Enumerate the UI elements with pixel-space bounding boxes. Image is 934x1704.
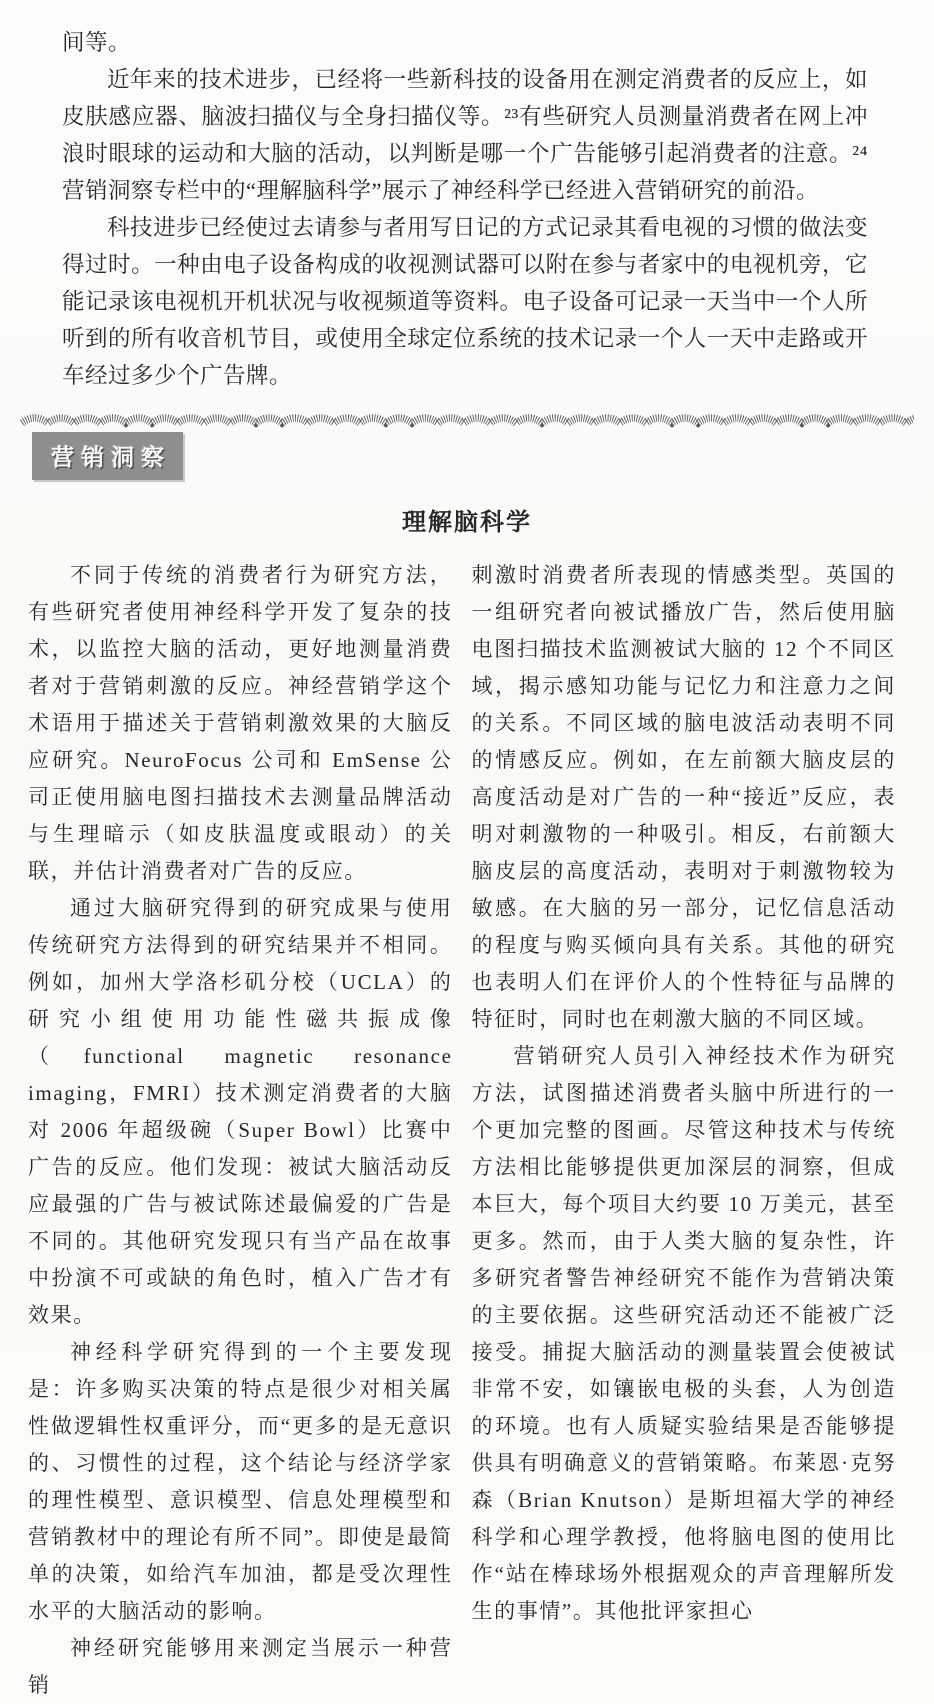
wave-path <box>22 418 914 423</box>
insight-paragraph: 刺激时消费者所表现的情感类型。英国的一组研究者向被试播放广告，然后使用脑电图扫描技术监测被试大脑的 12 个不同区域，揭示感知功能与记忆力和注意力之间的关系。不同区域的脑电波活动表明不同的情感反应。例如，在左前额大脑皮层的高度活动是对广告的一种“接近”反应，表明对刺激物的一种吸引。相反，右前额大脑皮层的高度活动，表明对于刺激物较为敏感。在大脑的另一部分，记忆信息活动的程度与购买倾向具有关系。其他的研究也表明人们在评价人的个性特征与品牌的特征时，同时也在刺激大脑的不同区域。 <box>471 563 896 1031</box>
intro-section <box>0 0 934 394</box>
left-column <box>28 557 453 1704</box>
right-column <box>472 557 897 1704</box>
insight-paragraph: 神经研究能够用来测定当展示一种营销 <box>28 1636 453 1697</box>
insight-paragraph: 通过大脑研究得到的研究成果与使用传统研究方法得到的研究结果并不相同。例如，加州大学洛杉矶分校（UCLA）的研究小组使用功能性磁共振成像（functional magnetic resonance imaging，FMRI）技术测定消费者的大脑对 2006 年超级碗（Super Bowl）比赛中广告的反应。他们发现：被试大脑活动反应最强的广告与被试陈述最偏爱的广告是不同的。其他研究发现只有当产品在故事中扮演不可或缺的角色时，植入广告才有效果。 <box>28 896 453 1327</box>
wavy-divider <box>20 410 914 428</box>
insight-body <box>0 551 934 1704</box>
insight-paragraph: 营销研究人员引入神经技术作为研究方法，试图描述消费者头脑中所进行的一个更加完整的图画。尽管这种技术与传统方法相比能够提供更加深层的洞察，但成本巨大，每个项目大约要 10 万美元，甚至更多。然而，由于人类大脑的复杂性，许多研究者警告神经研究不能作为营销决策的主要依据。这些研究活动还不能被广泛接受。捕捉大脑活动的测量装置会使被试非常不安，如镶嵌电极的头套，人为创造的环境。也有人质疑实验结果是否能够提供具有明确意义的营销策略。布莱恩·克努森（Brian Knutson）是斯坦福大学的神经科学和心理学教授，他将脑电图的使用比作“站在棒球场外根据观众的声音理解所发生的事情”。其他批评家担心 <box>471 1044 896 1623</box>
insight-paragraph: 神经科学研究得到的一个主要发现是：许多购买决策的特点是很少对相关属性做逻辑性权重评分，而“更多的是无意识的、习惯性的过程，这个结论与经济学家的理性模型、意识模型、信息处理模型和营销教材中的理论有所不同”。即使是最简单的决策，如给汽车加油，都是受次理性水平的大脑活动的影响。 <box>28 1340 453 1623</box>
intro-paragraph: 近年来的技术进步，已经将一些新科技的设备用在测定消费者的反应上，如皮肤感应器、脑波扫描仪与全身扫描仪等。²³有些研究人员测量消费者在网上冲浪时眼球的运动和大脑的活动，以判断是哪一个广告能够引起消费者的注意。²⁴营销洞察专栏中的“理解脑科学”展示了神经科学已经进入营销研究的前沿。 <box>62 67 868 203</box>
insight-title: 理解脑科学 <box>402 510 532 536</box>
intro-paragraph: 间等。 <box>62 30 132 55</box>
wavy-divider-graphic <box>20 410 914 428</box>
marketing-insight-badge <box>32 432 183 480</box>
insight-paragraph: 不同于传统的消费者行为研究方法，有些研究者使用神经科学开发了复杂的技术，以监控大脑的活动，更好地测量消费者对于营销刺激的反应。神经营销学这个术语用于描述关于营销刺激效果的大脑反应研究。NeuroFocus 公司和 EmSense 公司正使用脑电图扫描技术去测量品牌活动与生理暗示（如皮肤温度或眼动）的关联，并估计消费者对广告的反应。 <box>28 563 453 883</box>
marketing-insight-badge-label: 营销洞察 <box>51 444 171 470</box>
intro-paragraph: 科技进步已经使过去请参与者用写日记的方式记录其看电视的习惯的做法变得过时。一种由电子设备构成的收视测试器可以附在参与者家中的电视机旁，它能记录该电视机开机状况与收视频道等资料。电子设备可记录一天当中一个人所听到的所有收音机节目，或使用全球定位系统的技术记录一个人一天中走路或开车经过多少个广告牌。 <box>62 215 868 388</box>
